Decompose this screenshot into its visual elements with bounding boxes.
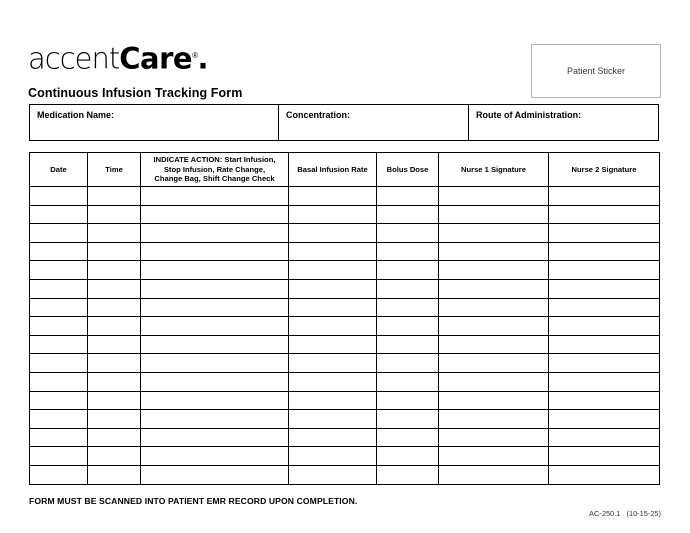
cell-basal-infusion-rate[interactable] bbox=[289, 391, 377, 410]
cell-bolus-dose[interactable] bbox=[377, 391, 439, 410]
cell-nurse-1-signature[interactable] bbox=[439, 354, 549, 373]
column-header-indicate-action bbox=[141, 153, 289, 187]
table-row bbox=[30, 465, 660, 484]
cell-nurse-1-signature[interactable] bbox=[439, 372, 549, 391]
registered-trademark-icon: ® bbox=[192, 51, 198, 60]
cell-bolus-dose[interactable] bbox=[377, 465, 439, 484]
cell-date[interactable] bbox=[30, 187, 88, 206]
cell-bolus-dose[interactable] bbox=[377, 354, 439, 373]
table-row bbox=[30, 205, 660, 224]
cell-time[interactable] bbox=[88, 335, 141, 354]
cell-indicate-action[interactable] bbox=[141, 410, 289, 429]
concentration-label: Concentration: bbox=[286, 110, 350, 120]
cell-indicate-action[interactable] bbox=[141, 279, 289, 298]
infusion-tracking-table bbox=[29, 152, 660, 485]
cell-indicate-action[interactable] bbox=[141, 465, 289, 484]
logo-text-accent: accent bbox=[28, 41, 120, 76]
cell-time[interactable] bbox=[88, 391, 141, 410]
cell-bolus-dose[interactable] bbox=[377, 205, 439, 224]
route-of-administration-label: Route of Administration: bbox=[476, 110, 582, 120]
cell-nurse-1-signature[interactable] bbox=[439, 298, 549, 317]
patient-sticker-box bbox=[531, 44, 661, 98]
table-row bbox=[30, 391, 660, 410]
cell-indicate-action[interactable] bbox=[141, 224, 289, 243]
table-row bbox=[30, 447, 660, 466]
indicate-action-line-3: Change Bag, Shift Change Check bbox=[154, 174, 275, 184]
cell-indicate-action[interactable] bbox=[141, 354, 289, 373]
table-body bbox=[30, 187, 660, 485]
cell-date[interactable] bbox=[30, 354, 88, 373]
cell-nurse-2-signature[interactable] bbox=[549, 410, 660, 429]
cell-nurse-1-signature[interactable] bbox=[439, 410, 549, 429]
cell-basal-infusion-rate[interactable] bbox=[289, 261, 377, 280]
cell-date[interactable] bbox=[30, 298, 88, 317]
cell-nurse-1-signature[interactable] bbox=[439, 447, 549, 466]
accentcare-logo bbox=[28, 40, 508, 76]
cell-bolus-dose[interactable] bbox=[377, 410, 439, 429]
cell-bolus-dose[interactable] bbox=[377, 261, 439, 280]
cell-date[interactable] bbox=[30, 242, 88, 261]
cell-basal-infusion-rate[interactable] bbox=[289, 242, 377, 261]
cell-bolus-dose[interactable] bbox=[377, 242, 439, 261]
cell-nurse-2-signature[interactable] bbox=[549, 261, 660, 280]
cell-nurse-1-signature[interactable] bbox=[439, 465, 549, 484]
patient-sticker-label: Patient Sticker bbox=[566, 66, 626, 76]
cell-basal-infusion-rate[interactable] bbox=[289, 410, 377, 429]
cell-indicate-action[interactable] bbox=[141, 261, 289, 280]
column-header-time: Time bbox=[88, 153, 141, 187]
logo-text-care: Care bbox=[119, 41, 193, 76]
cell-bolus-dose[interactable] bbox=[377, 279, 439, 298]
cell-basal-infusion-rate[interactable] bbox=[289, 298, 377, 317]
cell-nurse-2-signature[interactable] bbox=[549, 354, 660, 373]
cell-date[interactable] bbox=[30, 372, 88, 391]
column-header-date: Date bbox=[30, 153, 88, 187]
cell-time[interactable] bbox=[88, 242, 141, 261]
form-header bbox=[28, 40, 508, 100]
cell-indicate-action[interactable] bbox=[141, 298, 289, 317]
cell-basal-infusion-rate[interactable] bbox=[289, 428, 377, 447]
table-row bbox=[30, 187, 660, 206]
cell-date[interactable] bbox=[30, 279, 88, 298]
cell-time[interactable] bbox=[88, 205, 141, 224]
cell-nurse-1-signature[interactable] bbox=[439, 261, 549, 280]
cell-indicate-action[interactable] bbox=[141, 428, 289, 447]
cell-time[interactable] bbox=[88, 447, 141, 466]
table-row bbox=[30, 224, 660, 243]
cell-date[interactable] bbox=[30, 428, 88, 447]
cell-nurse-2-signature[interactable] bbox=[549, 335, 660, 354]
cell-nurse-2-signature[interactable] bbox=[549, 187, 660, 206]
cell-bolus-dose[interactable] bbox=[377, 428, 439, 447]
table-row bbox=[30, 410, 660, 429]
cell-basal-infusion-rate[interactable] bbox=[289, 205, 377, 224]
table-row bbox=[30, 354, 660, 373]
medication-name-field[interactable] bbox=[30, 105, 279, 140]
medication-name-label: Medication Name: bbox=[37, 110, 115, 120]
page-title: Continuous Infusion Tracking Form bbox=[28, 85, 243, 100]
cell-date[interactable] bbox=[30, 410, 88, 429]
scan-notice: FORM MUST BE SCANNED INTO PATIENT EMR RECORD UPON COMPLETION. bbox=[29, 496, 358, 506]
cell-indicate-action[interactable] bbox=[141, 242, 289, 261]
cell-basal-infusion-rate[interactable] bbox=[289, 354, 377, 373]
cell-time[interactable] bbox=[88, 279, 141, 298]
cell-bolus-dose[interactable] bbox=[377, 372, 439, 391]
table-row bbox=[30, 261, 660, 280]
cell-time[interactable] bbox=[88, 428, 141, 447]
indicate-action-line-2: Stop Infusion, Rate Change, bbox=[163, 164, 266, 174]
cell-indicate-action[interactable] bbox=[141, 372, 289, 391]
concentration-field[interactable] bbox=[279, 105, 469, 140]
cell-basal-infusion-rate[interactable] bbox=[289, 317, 377, 336]
cell-time[interactable] bbox=[88, 317, 141, 336]
cell-date[interactable] bbox=[30, 465, 88, 484]
logo-period: . bbox=[197, 41, 209, 76]
cell-date[interactable] bbox=[30, 335, 88, 354]
cell-nurse-2-signature[interactable] bbox=[549, 447, 660, 466]
cell-bolus-dose[interactable] bbox=[377, 317, 439, 336]
cell-time[interactable] bbox=[88, 410, 141, 429]
cell-basal-infusion-rate[interactable] bbox=[289, 187, 377, 206]
cell-nurse-1-signature[interactable] bbox=[439, 187, 549, 206]
table-row bbox=[30, 242, 660, 261]
cell-basal-infusion-rate[interactable] bbox=[289, 224, 377, 243]
cell-nurse-2-signature[interactable] bbox=[549, 224, 660, 243]
cell-nurse-2-signature[interactable] bbox=[549, 298, 660, 317]
cell-indicate-action[interactable] bbox=[141, 447, 289, 466]
cell-basal-infusion-rate[interactable] bbox=[289, 335, 377, 354]
cell-nurse-1-signature[interactable] bbox=[439, 335, 549, 354]
cell-date[interactable] bbox=[30, 391, 88, 410]
column-header-basal-infusion-rate: Basal Infusion Rate bbox=[289, 153, 377, 187]
cell-bolus-dose[interactable] bbox=[377, 335, 439, 354]
cell-bolus-dose[interactable] bbox=[377, 447, 439, 466]
cell-bolus-dose[interactable] bbox=[377, 298, 439, 317]
cell-time[interactable] bbox=[88, 372, 141, 391]
cell-indicate-action[interactable] bbox=[141, 187, 289, 206]
column-header-nurse-1-signature: Nurse 1 Signature bbox=[439, 153, 549, 187]
cell-nurse-1-signature[interactable] bbox=[439, 205, 549, 224]
cell-date[interactable] bbox=[30, 224, 88, 243]
cell-nurse-2-signature[interactable] bbox=[549, 242, 660, 261]
cell-nurse-2-signature[interactable] bbox=[549, 279, 660, 298]
cell-time[interactable] bbox=[88, 187, 141, 206]
cell-basal-infusion-rate[interactable] bbox=[289, 372, 377, 391]
cell-indicate-action[interactable] bbox=[141, 205, 289, 224]
route-of-administration-field[interactable] bbox=[469, 105, 658, 140]
cell-nurse-2-signature[interactable] bbox=[549, 428, 660, 447]
cell-indicate-action[interactable] bbox=[141, 317, 289, 336]
table-row bbox=[30, 317, 660, 336]
table-row bbox=[30, 428, 660, 447]
cell-nurse-2-signature[interactable] bbox=[549, 465, 660, 484]
cell-time[interactable] bbox=[88, 354, 141, 373]
cell-indicate-action[interactable] bbox=[141, 335, 289, 354]
cell-nurse-2-signature[interactable] bbox=[549, 372, 660, 391]
cell-time[interactable] bbox=[88, 465, 141, 484]
table-header-row bbox=[30, 153, 660, 187]
cell-time[interactable] bbox=[88, 224, 141, 243]
cell-date[interactable] bbox=[30, 261, 88, 280]
cell-nurse-2-signature[interactable] bbox=[549, 317, 660, 336]
table-row bbox=[30, 335, 660, 354]
table-row bbox=[30, 279, 660, 298]
cell-bolus-dose[interactable] bbox=[377, 187, 439, 206]
cell-date[interactable] bbox=[30, 317, 88, 336]
cell-nurse-2-signature[interactable] bbox=[549, 205, 660, 224]
column-header-bolus-dose: Bolus Dose bbox=[377, 153, 439, 187]
cell-date[interactable] bbox=[30, 205, 88, 224]
cell-bolus-dose[interactable] bbox=[377, 224, 439, 243]
table-row bbox=[30, 372, 660, 391]
cell-nurse-2-signature[interactable] bbox=[549, 391, 660, 410]
cell-basal-infusion-rate[interactable] bbox=[289, 279, 377, 298]
form-revision-code: AC-250.1 (10-15-25) bbox=[589, 509, 661, 518]
cell-indicate-action[interactable] bbox=[141, 391, 289, 410]
cell-nurse-1-signature[interactable] bbox=[439, 317, 549, 336]
cell-nurse-1-signature[interactable] bbox=[439, 428, 549, 447]
medication-info-row bbox=[29, 104, 659, 141]
cell-nurse-1-signature[interactable] bbox=[439, 279, 549, 298]
indicate-action-line-1: INDICATE ACTION: Start Infusion, bbox=[153, 155, 276, 165]
cell-nurse-1-signature[interactable] bbox=[439, 224, 549, 243]
cell-nurse-1-signature[interactable] bbox=[439, 242, 549, 261]
table-row bbox=[30, 298, 660, 317]
cell-basal-infusion-rate[interactable] bbox=[289, 465, 377, 484]
cell-basal-infusion-rate[interactable] bbox=[289, 447, 377, 466]
cell-time[interactable] bbox=[88, 261, 141, 280]
cell-date[interactable] bbox=[30, 447, 88, 466]
cell-time[interactable] bbox=[88, 298, 141, 317]
column-header-nurse-2-signature: Nurse 2 Signature bbox=[549, 153, 660, 187]
cell-nurse-1-signature[interactable] bbox=[439, 391, 549, 410]
